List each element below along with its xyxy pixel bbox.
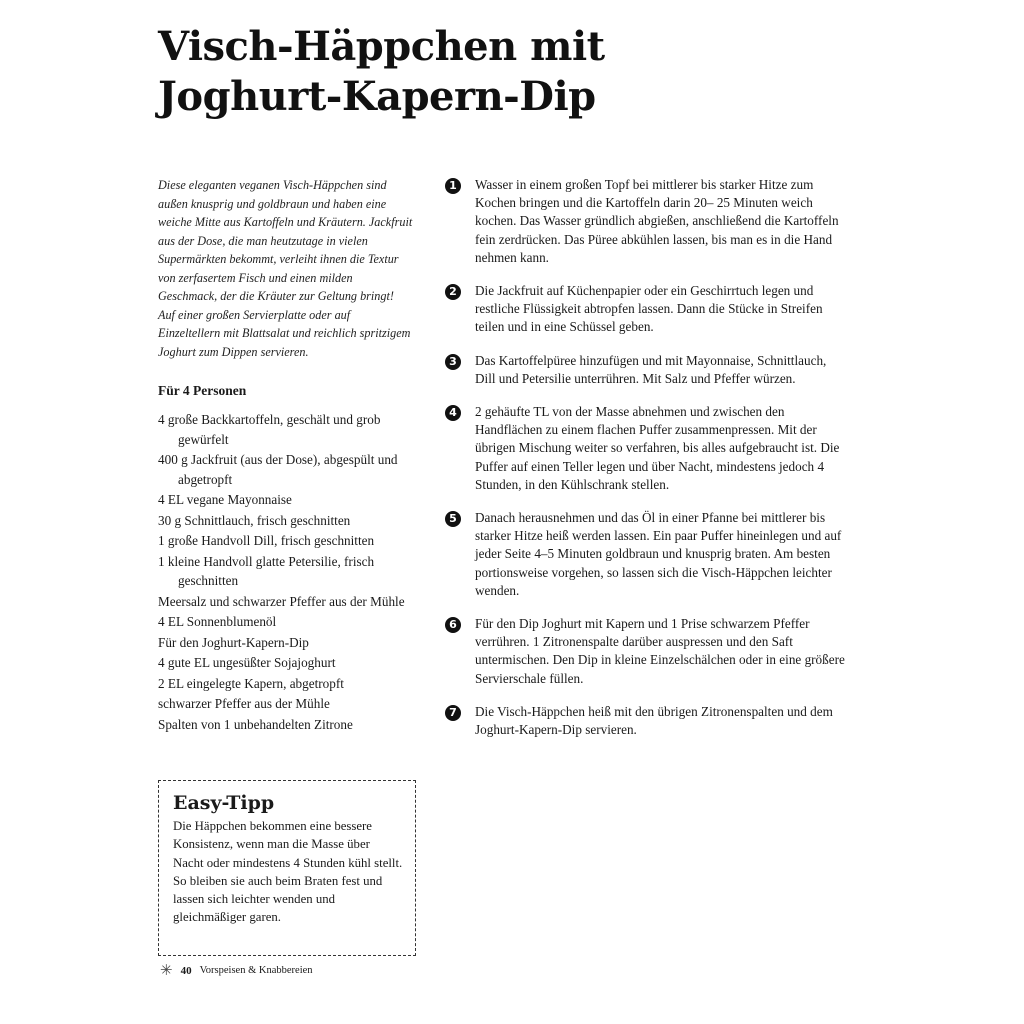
step-text: Wasser in einem großen Topf bei mittlerer bis starker Hitze zum Kochen bringen und die Kartoffeln darin 20– 25 Minuten weich kochen. Das Wasser gründlich abgießen, anschließend die Kartoffeln fein zerdrücken. Das Püree abkühlen lassen, bis man es in die Hand nehmen kann. <box>475 177 839 265</box>
ingredient-item: 2 EL eingelegte Kapern, abgetropft <box>158 675 344 691</box>
ingredient-subheading: Für den Joghurt-Kapern-Dip <box>158 634 309 650</box>
step-item <box>445 282 845 337</box>
intro-text: Diese eleganten veganen Visch-Häppchen sind außen knusprig und goldbraun und haben eine weiche Mitte aus Kartoffeln und Kräutern. Jackfruit aus der Dose, die man heutzutage in vielen Supermärkten bekommt, verleiht ihnen die Textur von zerfasertem Fisch und einen milden Geschmack, der die Kräuter zur Geltung bringt! Auf einer großen Servierplatte oder auf Einzeltellern mit Blattsalat und reichlich spritzigem Joghurt zum Dippen servieren. <box>158 178 413 359</box>
step-text: Das Kartoffelpüree hinzufügen und mit Mayonnaise, Schnittlauch, Dill und Petersilie unterrühren. Mit Salz und Pfeffer würzen. <box>475 352 827 386</box>
tip-title: Easy-Tipp <box>173 792 275 814</box>
step-number-badge: 4 <box>445 405 461 421</box>
ingredient-item: 400 g Jackfruit (aus der Dose), abgespült und abgetropft <box>158 452 398 487</box>
step-item <box>445 403 845 494</box>
ingredient-list <box>158 410 418 735</box>
ingredient-item: schwarzer Pfeffer aus der Mühle <box>158 696 330 711</box>
step-number-badge: 1 <box>445 178 461 194</box>
title-line-2: Joghurt-Kapern-Dip <box>158 73 596 120</box>
step-text: 2 gehäufte TL von der Masse abnehmen und zwischen den Handflächen zu einem flachen Puffer zusammenpressen. Mit der übrigen Mischung weiter so verfahren, bis alles aufgebraucht ist. Die Puffer auf einen Teller legen und über Nacht, mindestens jedoch 4 Stunden, in den Kühlschrank stellen. <box>475 404 840 492</box>
page-number: 40 <box>180 965 192 977</box>
step-number-badge: 6 <box>445 617 461 633</box>
page-footer <box>160 964 313 978</box>
ingredient-item: Meersalz und schwarzer Pfeffer aus der Mühle <box>158 593 405 609</box>
ingredient-item: 4 EL vegane Mayonnaise <box>158 492 292 507</box>
ingredient-item: 1 große Handvoll Dill, frisch geschnitten <box>158 533 375 548</box>
step-item <box>445 703 845 739</box>
step-item <box>445 176 845 267</box>
ingredient-item: 30 g Schnittlauch, frisch geschnitten <box>158 512 351 528</box>
ingredient-item: 1 kleine Handvoll glatte Petersilie, frisch geschnitten <box>158 553 375 588</box>
instruction-steps <box>445 176 845 754</box>
section-name: Vorspeisen & Knabbereien <box>199 965 313 976</box>
tip-text: Die Häppchen bekommen eine bessere Konsistenz, wenn man die Masse über Nacht oder mindestens 4 Stunden kühl stellt. So bleiben sie auch beim Braten fest und lassen sich leichter wenden und gleichmäßiger garen. <box>173 819 403 925</box>
step-number-badge: 2 <box>445 284 461 300</box>
tip-box <box>158 780 416 956</box>
ingredient-item: 4 EL Sonnenblumenöl <box>158 614 277 629</box>
step-number-badge: 3 <box>445 354 461 370</box>
page-title <box>158 22 758 122</box>
step-text: Die Visch-Häppchen heiß mit den übrigen Zitronenspalten und dem Joghurt-Kapern-Dip servieren. <box>475 703 833 738</box>
step-item <box>445 352 845 388</box>
ingredient-item: Spalten von 1 unbehandelten Zitrone <box>158 716 353 732</box>
servings-heading: Für 4 Personen <box>158 383 247 398</box>
step-item <box>445 509 845 600</box>
ingredient-item: 4 gute EL ungesüßter Sojajoghurt <box>158 655 336 670</box>
title-line-1: Visch-Häppchen mit <box>158 23 605 70</box>
step-item <box>445 615 845 688</box>
step-text: Für den Dip Joghurt mit Kapern und 1 Prise schwarzem Pfeffer verrühren. 1 Zitronenspalte darüber auspressen und den Saft untermischen. Den Dip in kleine Einzelschälchen oder in eine größere Servierschale füllen. <box>475 616 845 686</box>
step-number-badge: 5 <box>445 511 461 527</box>
step-number-badge: 7 <box>445 705 461 721</box>
ingredient-item: 4 große Backkartoffeln, geschält und grob gewürfelt <box>158 412 381 447</box>
step-text: Danach herausnehmen und das Öl in einer Pfanne bei mittlerer bis starker Hitze heiß werden lassen. Ein paar Puffer hineinlegen und auf jeder Seite 4–5 Minuten goldbraun und knusprig braten. Am besten portionsweise vorgehen, so lassen sich die Visch-Häppchen leichter wenden. <box>475 510 842 598</box>
step-text: Die Jackfruit auf Küchenpapier oder ein Geschirrtuch legen und restliche Flüssigkeit abtropfen lassen. Dann die Stücke in Streifen teilen und in eine Schüssel geben. <box>475 283 823 335</box>
snowflake-icon: ✳ <box>160 963 173 979</box>
